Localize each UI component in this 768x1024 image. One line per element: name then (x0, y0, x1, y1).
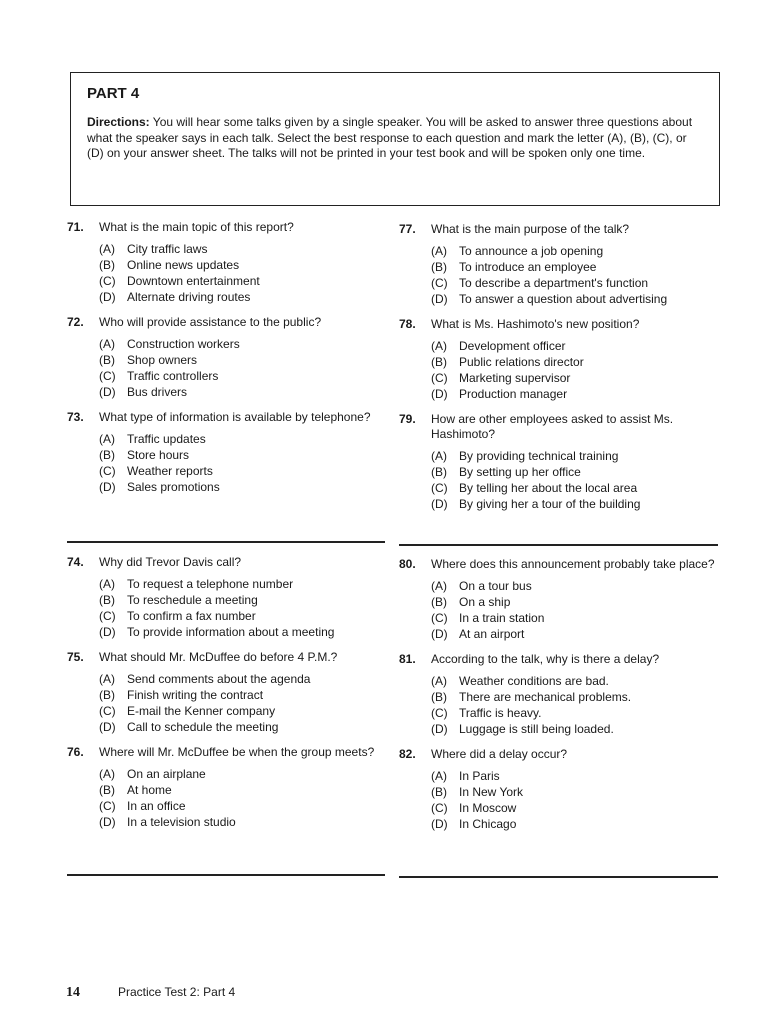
question-header (67, 410, 385, 425)
option-letter: (A) (431, 339, 447, 353)
question-block (67, 745, 385, 830)
question-text: Who will provide assistance to the public? (99, 315, 322, 329)
question-text: What is Ms. Hashimoto's new position? (431, 317, 640, 331)
option-text: Construction workers (127, 337, 240, 351)
footer-label: Practice Test 2: Part 4 (118, 985, 236, 999)
option-text: Marketing supervisor (459, 371, 571, 385)
option-text: Send comments about the agenda (127, 672, 311, 686)
question-text: Where will Mr. McDuffee be when the group meets? (99, 745, 375, 759)
answer-option (99, 289, 385, 305)
option-text: To introduce an employee (459, 260, 597, 274)
answer-option (431, 721, 717, 737)
option-text: By giving her a tour of the building (459, 497, 641, 511)
option-letter: (A) (431, 449, 447, 463)
option-text: By setting up her office (459, 465, 581, 479)
column-right-bottom (399, 557, 717, 842)
option-letter: (D) (431, 722, 448, 736)
answer-option (99, 608, 385, 624)
directions-box (70, 72, 720, 206)
answer-option (99, 463, 385, 479)
answer-options (431, 768, 717, 832)
question-text: According to the talk, why is there a delay? (431, 652, 660, 666)
option-text: On a tour bus (459, 579, 532, 593)
answer-option (99, 703, 385, 719)
question-text: What type of information is available by telephone? (99, 410, 371, 424)
option-text: On an airplane (127, 767, 206, 781)
option-letter: (C) (431, 706, 448, 720)
answer-option (99, 368, 385, 384)
option-text: In Moscow (459, 801, 517, 815)
answer-option (431, 626, 717, 642)
option-letter: (A) (99, 432, 115, 446)
answer-option (431, 800, 717, 816)
option-text: Luggage is still being loaded. (459, 722, 614, 736)
option-text: In New York (459, 785, 524, 799)
option-letter: (C) (99, 369, 116, 383)
question-header (67, 650, 385, 665)
answer-options (99, 431, 385, 495)
answer-options (431, 673, 717, 737)
column-left-bottom (67, 555, 385, 840)
question-number: 78. (399, 317, 416, 331)
answer-option (431, 243, 717, 259)
question-block (399, 557, 717, 642)
question-block (399, 747, 717, 832)
answer-option (431, 259, 717, 275)
column-left-top (67, 220, 385, 505)
option-text: To announce a job opening (459, 244, 604, 258)
answer-option (431, 705, 717, 721)
option-letter: (B) (99, 783, 115, 797)
option-letter: (D) (431, 292, 448, 306)
option-letter: (D) (431, 497, 448, 511)
question-text: What is the main topic of this report? (99, 220, 294, 234)
answer-option (99, 719, 385, 735)
answer-option (431, 275, 717, 291)
option-letter: (A) (99, 767, 115, 781)
option-text: On a ship (459, 595, 511, 609)
answer-option (99, 766, 385, 782)
option-letter: (D) (431, 817, 448, 831)
question-header (399, 412, 717, 442)
answer-option (99, 814, 385, 830)
question-header (67, 315, 385, 330)
answer-option (99, 479, 385, 495)
directions-body: You will hear some talks given by a single speaker. You will be asked to answer three questions about what the speaker says in each talk. Select the best response to each question and mark the letter (A), (B), (C), or (D) on your answer sheet. The talks will not be printed in your test book and will be spoken only one time. (87, 115, 693, 160)
option-letter: (B) (431, 785, 447, 799)
option-text: By telling her about the local area (459, 481, 638, 495)
option-text: Traffic is heavy. (459, 706, 542, 720)
option-letter: (C) (431, 371, 448, 385)
option-text: Store hours (127, 448, 190, 462)
answer-option (431, 291, 717, 307)
option-letter: (B) (99, 353, 115, 367)
question-number: 74. (67, 555, 84, 569)
answer-option (99, 273, 385, 289)
option-text: At home (127, 783, 172, 797)
question-header (399, 557, 717, 572)
option-text: In a television studio (127, 815, 236, 829)
question-block (67, 650, 385, 735)
option-letter: (A) (99, 337, 115, 351)
answer-option (99, 257, 385, 273)
question-header (399, 222, 717, 237)
option-letter: (D) (99, 720, 116, 734)
question-header (67, 745, 385, 760)
question-block (67, 555, 385, 640)
question-number: 81. (399, 652, 416, 666)
question-text: Where does this announcement probably take place? (431, 557, 715, 571)
answer-options (431, 578, 717, 642)
option-text: In Chicago (459, 817, 517, 831)
option-letter: (B) (431, 595, 447, 609)
option-letter: (B) (99, 688, 115, 702)
column-right-top (399, 222, 717, 522)
question-block (399, 412, 717, 512)
question-block (399, 222, 717, 307)
section-divider (399, 876, 718, 878)
directions-label: Directions: (87, 115, 150, 129)
option-letter: (C) (431, 801, 448, 815)
question-number: 77. (399, 222, 416, 236)
option-letter: (D) (431, 387, 448, 401)
answer-option (99, 447, 385, 463)
option-text: Call to schedule the meeting (127, 720, 279, 734)
answer-option (431, 594, 717, 610)
option-text: In Paris (459, 769, 500, 783)
answer-option (431, 386, 717, 402)
question-number: 79. (399, 412, 416, 426)
option-letter: (B) (99, 258, 115, 272)
answer-option (431, 578, 717, 594)
option-letter: (C) (99, 274, 116, 288)
option-letter: (A) (431, 579, 447, 593)
option-text: There are mechanical problems. (459, 690, 632, 704)
option-text: E-mail the Kenner company (127, 704, 276, 718)
option-letter: (B) (431, 260, 447, 274)
answer-options (99, 766, 385, 830)
answer-option (431, 816, 717, 832)
answer-options (99, 241, 385, 305)
answer-option (431, 354, 717, 370)
option-letter: (B) (431, 355, 447, 369)
option-letter: (B) (99, 448, 115, 462)
section-divider (67, 874, 385, 876)
option-letter: (B) (431, 690, 447, 704)
option-text: To request a telephone number (127, 577, 294, 591)
option-letter: (A) (431, 674, 447, 688)
section-divider (399, 544, 718, 546)
question-number: 73. (67, 410, 84, 424)
question-block (67, 315, 385, 400)
option-letter: (A) (431, 769, 447, 783)
answer-option (99, 384, 385, 400)
option-text: In an office (127, 799, 186, 813)
answer-options (99, 336, 385, 400)
answer-option (99, 624, 385, 640)
question-text: How are other employees asked to assist Ms. Hashimoto? (431, 412, 674, 441)
question-block (399, 317, 717, 402)
question-header (67, 555, 385, 570)
option-letter: (A) (431, 244, 447, 258)
question-number: 82. (399, 747, 416, 761)
question-header (67, 220, 385, 235)
option-letter: (D) (99, 385, 116, 399)
option-text: Public relations director (459, 355, 584, 369)
answer-option (99, 782, 385, 798)
answer-option (431, 673, 717, 689)
answer-option (431, 784, 717, 800)
answer-option (431, 370, 717, 386)
option-letter: (A) (99, 242, 115, 256)
option-text: Development officer (459, 339, 566, 353)
answer-options (431, 338, 717, 402)
answer-options (99, 576, 385, 640)
option-text: Bus drivers (127, 385, 188, 399)
option-text: Finish writing the contract (127, 688, 264, 702)
option-text: Downtown entertainment (127, 274, 260, 288)
question-number: 75. (67, 650, 84, 664)
directions-text (87, 115, 703, 162)
option-letter: (A) (99, 672, 115, 686)
answer-option (99, 336, 385, 352)
answer-option (431, 480, 717, 496)
option-letter: (C) (99, 704, 116, 718)
answer-options (431, 243, 717, 307)
option-letter: (D) (99, 290, 116, 304)
option-text: To describe a department's function (459, 276, 649, 290)
option-text: Weather conditions are bad. (459, 674, 609, 688)
question-text: What is the main purpose of the talk? (431, 222, 630, 236)
option-letter: (C) (431, 481, 448, 495)
answer-option (431, 689, 717, 705)
option-text: Traffic updates (127, 432, 206, 446)
question-header (399, 317, 717, 332)
answer-option (99, 687, 385, 703)
question-number: 80. (399, 557, 416, 571)
answer-option (431, 610, 717, 626)
option-text: City traffic laws (127, 242, 208, 256)
option-text: Production manager (459, 387, 568, 401)
option-text: Shop owners (127, 353, 198, 367)
option-text: Weather reports (127, 464, 213, 478)
question-text: What should Mr. McDuffee do before 4 P.M.? (99, 650, 338, 664)
answer-option (431, 448, 717, 464)
question-number: 71. (67, 220, 84, 234)
page-number: 14 (66, 985, 80, 1000)
option-text: At an airport (459, 627, 525, 641)
question-text: Why did Trevor Davis call? (99, 555, 242, 569)
answer-option (99, 576, 385, 592)
answer-option (99, 352, 385, 368)
option-text: In a train station (459, 611, 545, 625)
option-text: Alternate driving routes (127, 290, 251, 304)
option-letter: (A) (99, 577, 115, 591)
section-divider (67, 541, 385, 543)
question-block (67, 220, 385, 305)
option-letter: (D) (99, 480, 116, 494)
answer-option (99, 241, 385, 257)
option-text: To confirm a fax number (127, 609, 256, 623)
answer-option (99, 431, 385, 447)
option-text: To answer a question about advertising (459, 292, 668, 306)
part-title: PART 4 (87, 85, 140, 102)
question-header (399, 652, 717, 667)
option-letter: (D) (99, 625, 116, 639)
page-footer (66, 985, 235, 1001)
answer-option (431, 768, 717, 784)
option-letter: (C) (431, 611, 448, 625)
option-text: To reschedule a meeting (127, 593, 258, 607)
question-text: Where did a delay occur? (431, 747, 568, 761)
question-header (399, 747, 717, 762)
option-letter: (C) (99, 799, 116, 813)
option-letter: (C) (99, 609, 116, 623)
answer-option (99, 798, 385, 814)
option-text: Traffic controllers (127, 369, 219, 383)
answer-options (431, 448, 717, 512)
answer-option (431, 496, 717, 512)
question-number: 72. (67, 315, 84, 329)
answer-option (99, 671, 385, 687)
answer-option (431, 464, 717, 480)
option-text: By providing technical training (459, 449, 619, 463)
option-text: Sales promotions (127, 480, 220, 494)
answer-options (99, 671, 385, 735)
option-letter: (C) (99, 464, 116, 478)
option-letter: (D) (99, 815, 116, 829)
answer-option (99, 592, 385, 608)
option-letter: (B) (99, 593, 115, 607)
option-letter: (B) (431, 465, 447, 479)
question-block (399, 652, 717, 737)
answer-option (431, 338, 717, 354)
option-text: To provide information about a meeting (127, 625, 335, 639)
question-block (67, 410, 385, 495)
option-text: Online news updates (127, 258, 240, 272)
question-number: 76. (67, 745, 84, 759)
option-letter: (C) (431, 276, 448, 290)
option-letter: (D) (431, 627, 448, 641)
